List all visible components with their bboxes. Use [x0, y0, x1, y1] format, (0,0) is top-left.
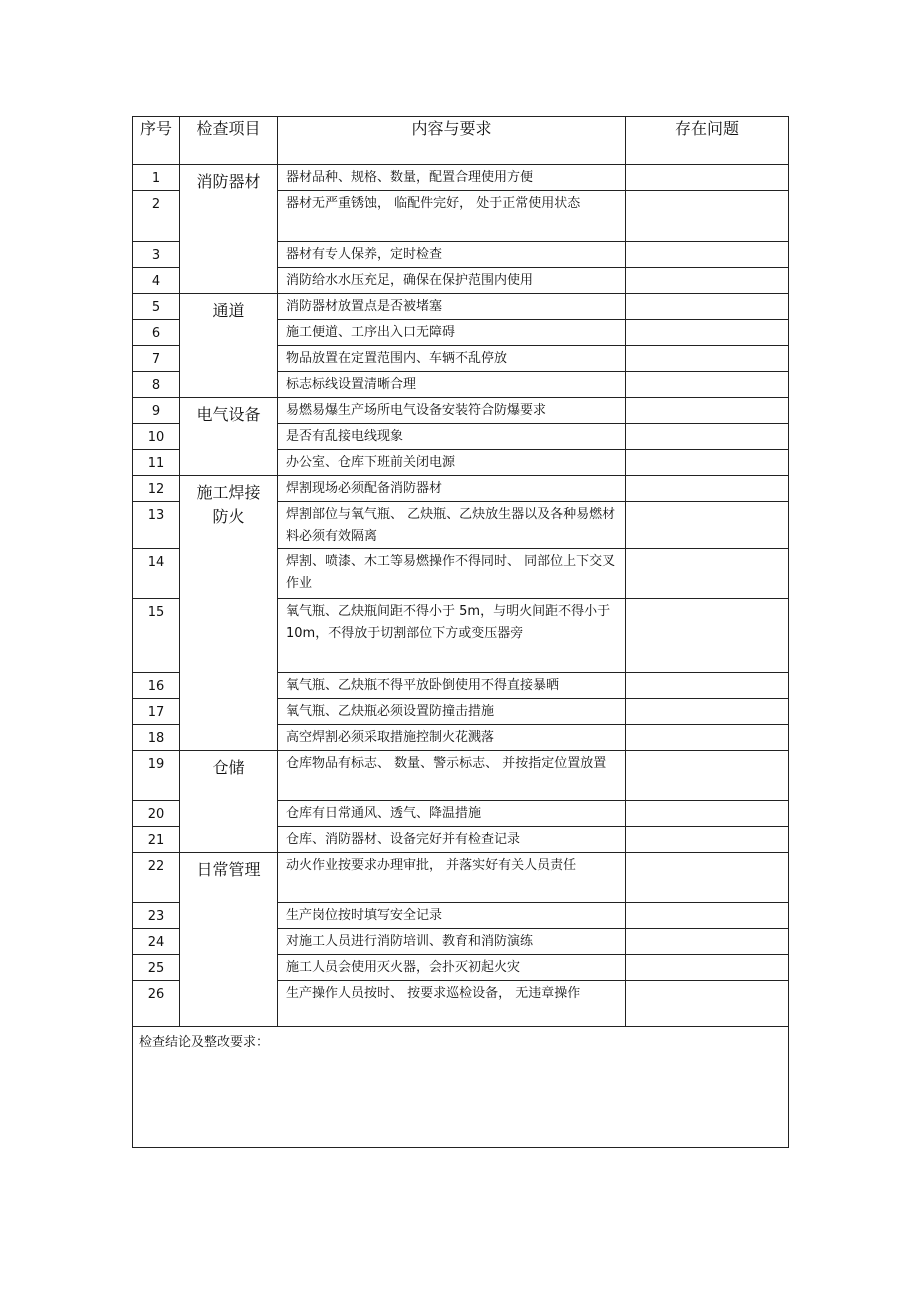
row-seq: 15	[133, 599, 180, 673]
header-item: 检查项目	[180, 117, 278, 165]
inspection-sheet	[132, 116, 788, 1148]
row-issue	[626, 450, 789, 476]
row-issue	[626, 268, 789, 294]
row-issue	[626, 346, 789, 372]
row-issue	[626, 372, 789, 398]
row-content: 标志标线设置清晰合理	[278, 372, 626, 398]
row-seq: 23	[133, 903, 180, 929]
row-content: 易燃易爆生产场所电气设备安装符合防爆要求	[278, 398, 626, 424]
row-issue	[626, 320, 789, 346]
row-content: 对施工人员进行消防培训、教育和消防演练	[278, 929, 626, 955]
row-seq: 12	[133, 476, 180, 502]
row-seq: 25	[133, 955, 180, 981]
header-content: 内容与要求	[278, 117, 626, 165]
row-seq: 10	[133, 424, 180, 450]
row-content: 物品放置在定置范围内、车辆不乱停放	[278, 346, 626, 372]
row-content: 施工便道、工序出入口无障碍	[278, 320, 626, 346]
row-issue	[626, 751, 789, 801]
row-seq: 22	[133, 853, 180, 903]
table-row	[133, 398, 789, 424]
row-seq: 14	[133, 549, 180, 599]
row-category: 仓储	[180, 751, 278, 853]
row-content: 氧气瓶、乙炔瓶不得平放卧倒使用不得直接暴晒	[278, 673, 626, 699]
row-seq: 7	[133, 346, 180, 372]
row-content: 动火作业按要求办理审批， 并落实好有关人员责任	[278, 853, 626, 903]
row-content: 生产岗位按时填写安全记录	[278, 903, 626, 929]
row-seq: 17	[133, 699, 180, 725]
row-content: 消防器材放置点是否被堵塞	[278, 294, 626, 320]
row-content: 高空焊割必须采取措施控制火花溅落	[278, 725, 626, 751]
table-body	[133, 165, 789, 1027]
row-seq: 9	[133, 398, 180, 424]
table-row	[133, 476, 789, 502]
row-seq: 5	[133, 294, 180, 320]
row-seq: 6	[133, 320, 180, 346]
table-row	[133, 294, 789, 320]
row-issue	[626, 673, 789, 699]
row-content: 仓库有日常通风、透气、降温措施	[278, 801, 626, 827]
row-seq: 3	[133, 242, 180, 268]
row-content: 氧气瓶、乙炔瓶间距不得小于 5m，与明火间距不得小于 10m，不得放于切割部位下方或变压器旁	[278, 599, 626, 673]
table-row	[133, 751, 789, 801]
row-category: 施工焊接防火	[180, 476, 278, 751]
row-issue	[626, 725, 789, 751]
row-content: 器材有专人保养，定时检查	[278, 242, 626, 268]
conclusion-label: 检查结论及整改要求：	[133, 1027, 789, 1148]
row-issue	[626, 549, 789, 599]
row-issue	[626, 242, 789, 268]
row-seq: 20	[133, 801, 180, 827]
row-category: 电气设备	[180, 398, 278, 476]
row-issue	[626, 981, 789, 1027]
row-seq: 21	[133, 827, 180, 853]
inspection-table	[132, 116, 789, 1148]
row-content: 办公室、仓库下班前关闭电源	[278, 450, 626, 476]
row-seq: 11	[133, 450, 180, 476]
header-seq: 序号	[133, 117, 180, 165]
row-seq: 24	[133, 929, 180, 955]
row-content: 焊割部位与氧气瓶、 乙炔瓶、乙炔放生器以及各种易燃材料必须有效隔离	[278, 502, 626, 549]
row-issue	[626, 903, 789, 929]
row-issue	[626, 424, 789, 450]
row-content: 消防给水水压充足，确保在保护范围内使用	[278, 268, 626, 294]
row-issue	[626, 191, 789, 242]
header-issue: 存在问题	[626, 117, 789, 165]
row-issue	[626, 599, 789, 673]
row-issue	[626, 502, 789, 549]
row-seq: 1	[133, 165, 180, 191]
row-seq: 8	[133, 372, 180, 398]
row-content: 是否有乱接电线现象	[278, 424, 626, 450]
row-issue	[626, 955, 789, 981]
row-seq: 19	[133, 751, 180, 801]
table-header-row	[133, 117, 789, 165]
row-seq: 26	[133, 981, 180, 1027]
row-content: 施工人员会使用灭火器，会扑灭初起火灾	[278, 955, 626, 981]
row-content: 仓库物品有标志、 数量、警示标志、 并按指定位置放置	[278, 751, 626, 801]
table-row	[133, 165, 789, 191]
row-issue	[626, 398, 789, 424]
row-seq: 16	[133, 673, 180, 699]
row-content: 器材无严重锈蚀， 临配件完好， 处于正常使用状态	[278, 191, 626, 242]
row-issue	[626, 699, 789, 725]
row-content: 氧气瓶、乙炔瓶必须设置防撞击措施	[278, 699, 626, 725]
row-issue	[626, 294, 789, 320]
row-category: 消防器材	[180, 165, 278, 294]
row-issue	[626, 929, 789, 955]
row-seq: 4	[133, 268, 180, 294]
row-category: 通道	[180, 294, 278, 398]
row-category: 日常管理	[180, 853, 278, 1027]
row-seq: 18	[133, 725, 180, 751]
row-content: 仓库、消防器材、设备完好并有检查记录	[278, 827, 626, 853]
row-content: 焊割现场必须配备消防器材	[278, 476, 626, 502]
row-issue	[626, 801, 789, 827]
row-seq: 2	[133, 191, 180, 242]
row-issue	[626, 476, 789, 502]
table-row	[133, 853, 789, 903]
row-content: 生产操作人员按时、 按要求巡检设备， 无违章操作	[278, 981, 626, 1027]
conclusion-row	[133, 1027, 789, 1148]
row-issue	[626, 827, 789, 853]
row-content: 焊割、喷漆、木工等易燃操作不得同时、 同部位上下交叉作业	[278, 549, 626, 599]
row-issue	[626, 853, 789, 903]
row-content: 器材品种、规格、数量，配置合理使用方便	[278, 165, 626, 191]
row-issue	[626, 165, 789, 191]
row-seq: 13	[133, 502, 180, 549]
